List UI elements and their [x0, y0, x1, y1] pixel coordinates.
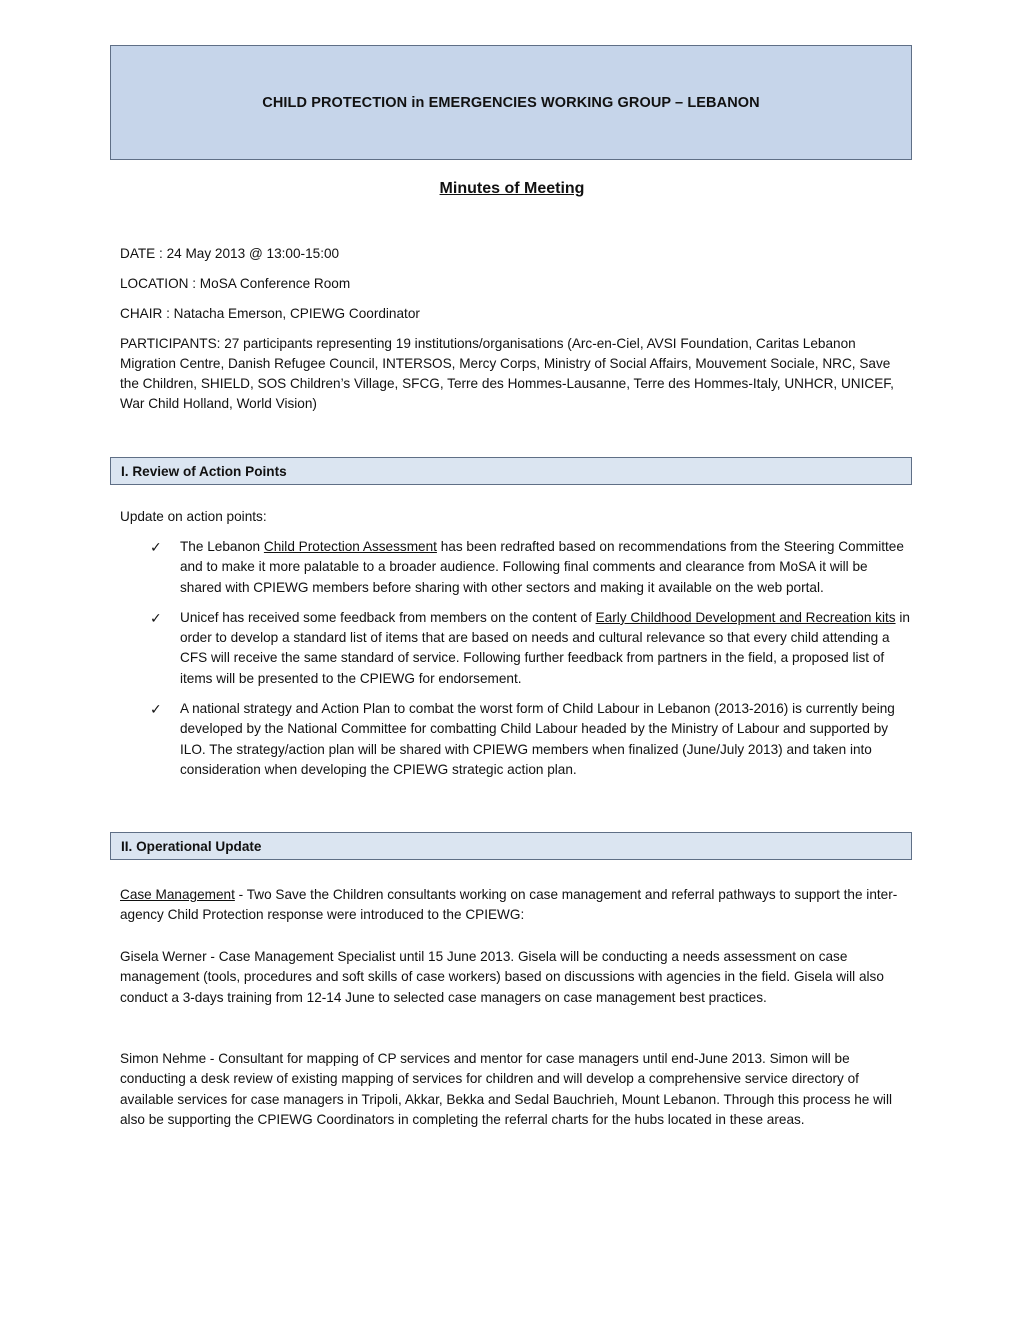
checkmark-icon: ✓: [150, 701, 162, 718]
list-item: [150, 699, 910, 780]
meeting-chair: CHAIR : Natacha Emerson, CPIEWG Coordinator: [120, 306, 420, 321]
meeting-date: DATE : 24 May 2013 @ 13:00-15:00: [120, 246, 340, 261]
case-management-paragraph: [120, 885, 910, 926]
minutes-heading: [0, 180, 1024, 198]
bullet-text: The Lebanon: [180, 539, 264, 554]
section-title: I. Review of Action Points: [121, 463, 287, 479]
meeting-participants: PARTICIPANTS: 27 participants representing 19 institutions/organisations (Arc-en-Ciel, AVSI Foundation, Caritas Lebanon Migration Centre, Danish Refugee Council, INTERSOS, Mercy Corps, Ministry of Social Affairs, Mouvement Sociale, NRC, Save the Children, SHIELD, SOS Children’s Village, SFCG, Terre des Hommes-Lausanne, Terre des Hommes-Italy, UNHCR, UNICEF, War Child Holland, World Vision): [120, 336, 894, 411]
section-title: II. Operational Update: [121, 838, 262, 854]
action-points-intro: Update on action points:: [120, 509, 267, 524]
case-management-text: - Two Save the Children consultants working on case management and referral pathways to support the inter-agency Child Protection response were introduced to the CPIEWG:: [120, 887, 898, 923]
list-item: [150, 608, 910, 689]
bullet-text: Unicef has received some feedback from members on the content of: [180, 609, 596, 625]
header-banner: [110, 45, 912, 160]
section-header-operational: [110, 832, 912, 860]
action-points-list: [150, 537, 910, 790]
list-item: [150, 537, 910, 598]
gisela-paragraph: Gisela Werner - Case Management Specialist until 15 June 2013. Gisela will be conducting a needs assessment on case management (tools, procedures and soft skills of case workers) based on discussions with agencies in the field. Gisela will also conduct a 3-days training from 12-14 June to selected case managers on case management best practices.: [120, 949, 884, 1005]
bullet-text: has been redrafted based on recommendations from the Steering Committee and to make it more palatable to a broader audience. Following final comments and clearance from MoSA it will be shared with CPIEWG members before sharing with other sectors and making it available on the web portal.: [180, 539, 904, 595]
checkmark-icon: ✓: [150, 609, 162, 626]
bullet-text: A national strategy and Action Plan to combat the worst form of Child Labour in Lebanon (2013-2016) is currently being developed by the National Committee for combatting Child Labour headed by the Ministry of Labour and supported by ILO. The strategy/action plan will be shared with CPIEWG members when finalized (June/July 2013) and taken into consideration when developing the CPIEWG strategic action plan.: [180, 701, 895, 777]
checkmark-icon: ✓: [150, 539, 162, 555]
document-title: CHILD PROTECTION in EMERGENCIES WORKING GROUP – LEBANON: [262, 94, 760, 111]
bullet-text: in order to develop a standard list of items that are based on needs and cultural relevance so that every child attending a CFS will receive the same standard of service. Following further feedback from partners in the field, a proposed list of items will be presented to the CPIEWG for endorsement.: [180, 609, 910, 686]
case-management-label: Case Management: [120, 887, 235, 902]
section-header-review: [110, 457, 912, 485]
bullet-link-text: Early Childhood Development and Recreation kits: [595, 609, 896, 625]
minutes-title: Minutes of Meeting: [439, 180, 585, 197]
simon-paragraph: Simon Nehme - Consultant for mapping of CP services and mentor for case managers until end-June 2013. Simon will be conducting a desk review of existing mapping of services for children and will develop a comprehensive service directory of available services for case managers in Tripoli, Akkar, Bekka and Sedal Bauchrieh, Mount Lebanon. Through this process he will also be supporting the CPIEWG Coordinators in completing the referral charts for the hubs located in these areas.: [120, 1051, 892, 1127]
bullet-link-text: Child Protection Assessment: [263, 539, 437, 554]
meeting-location: LOCATION : MoSA Conference Room: [120, 276, 351, 291]
